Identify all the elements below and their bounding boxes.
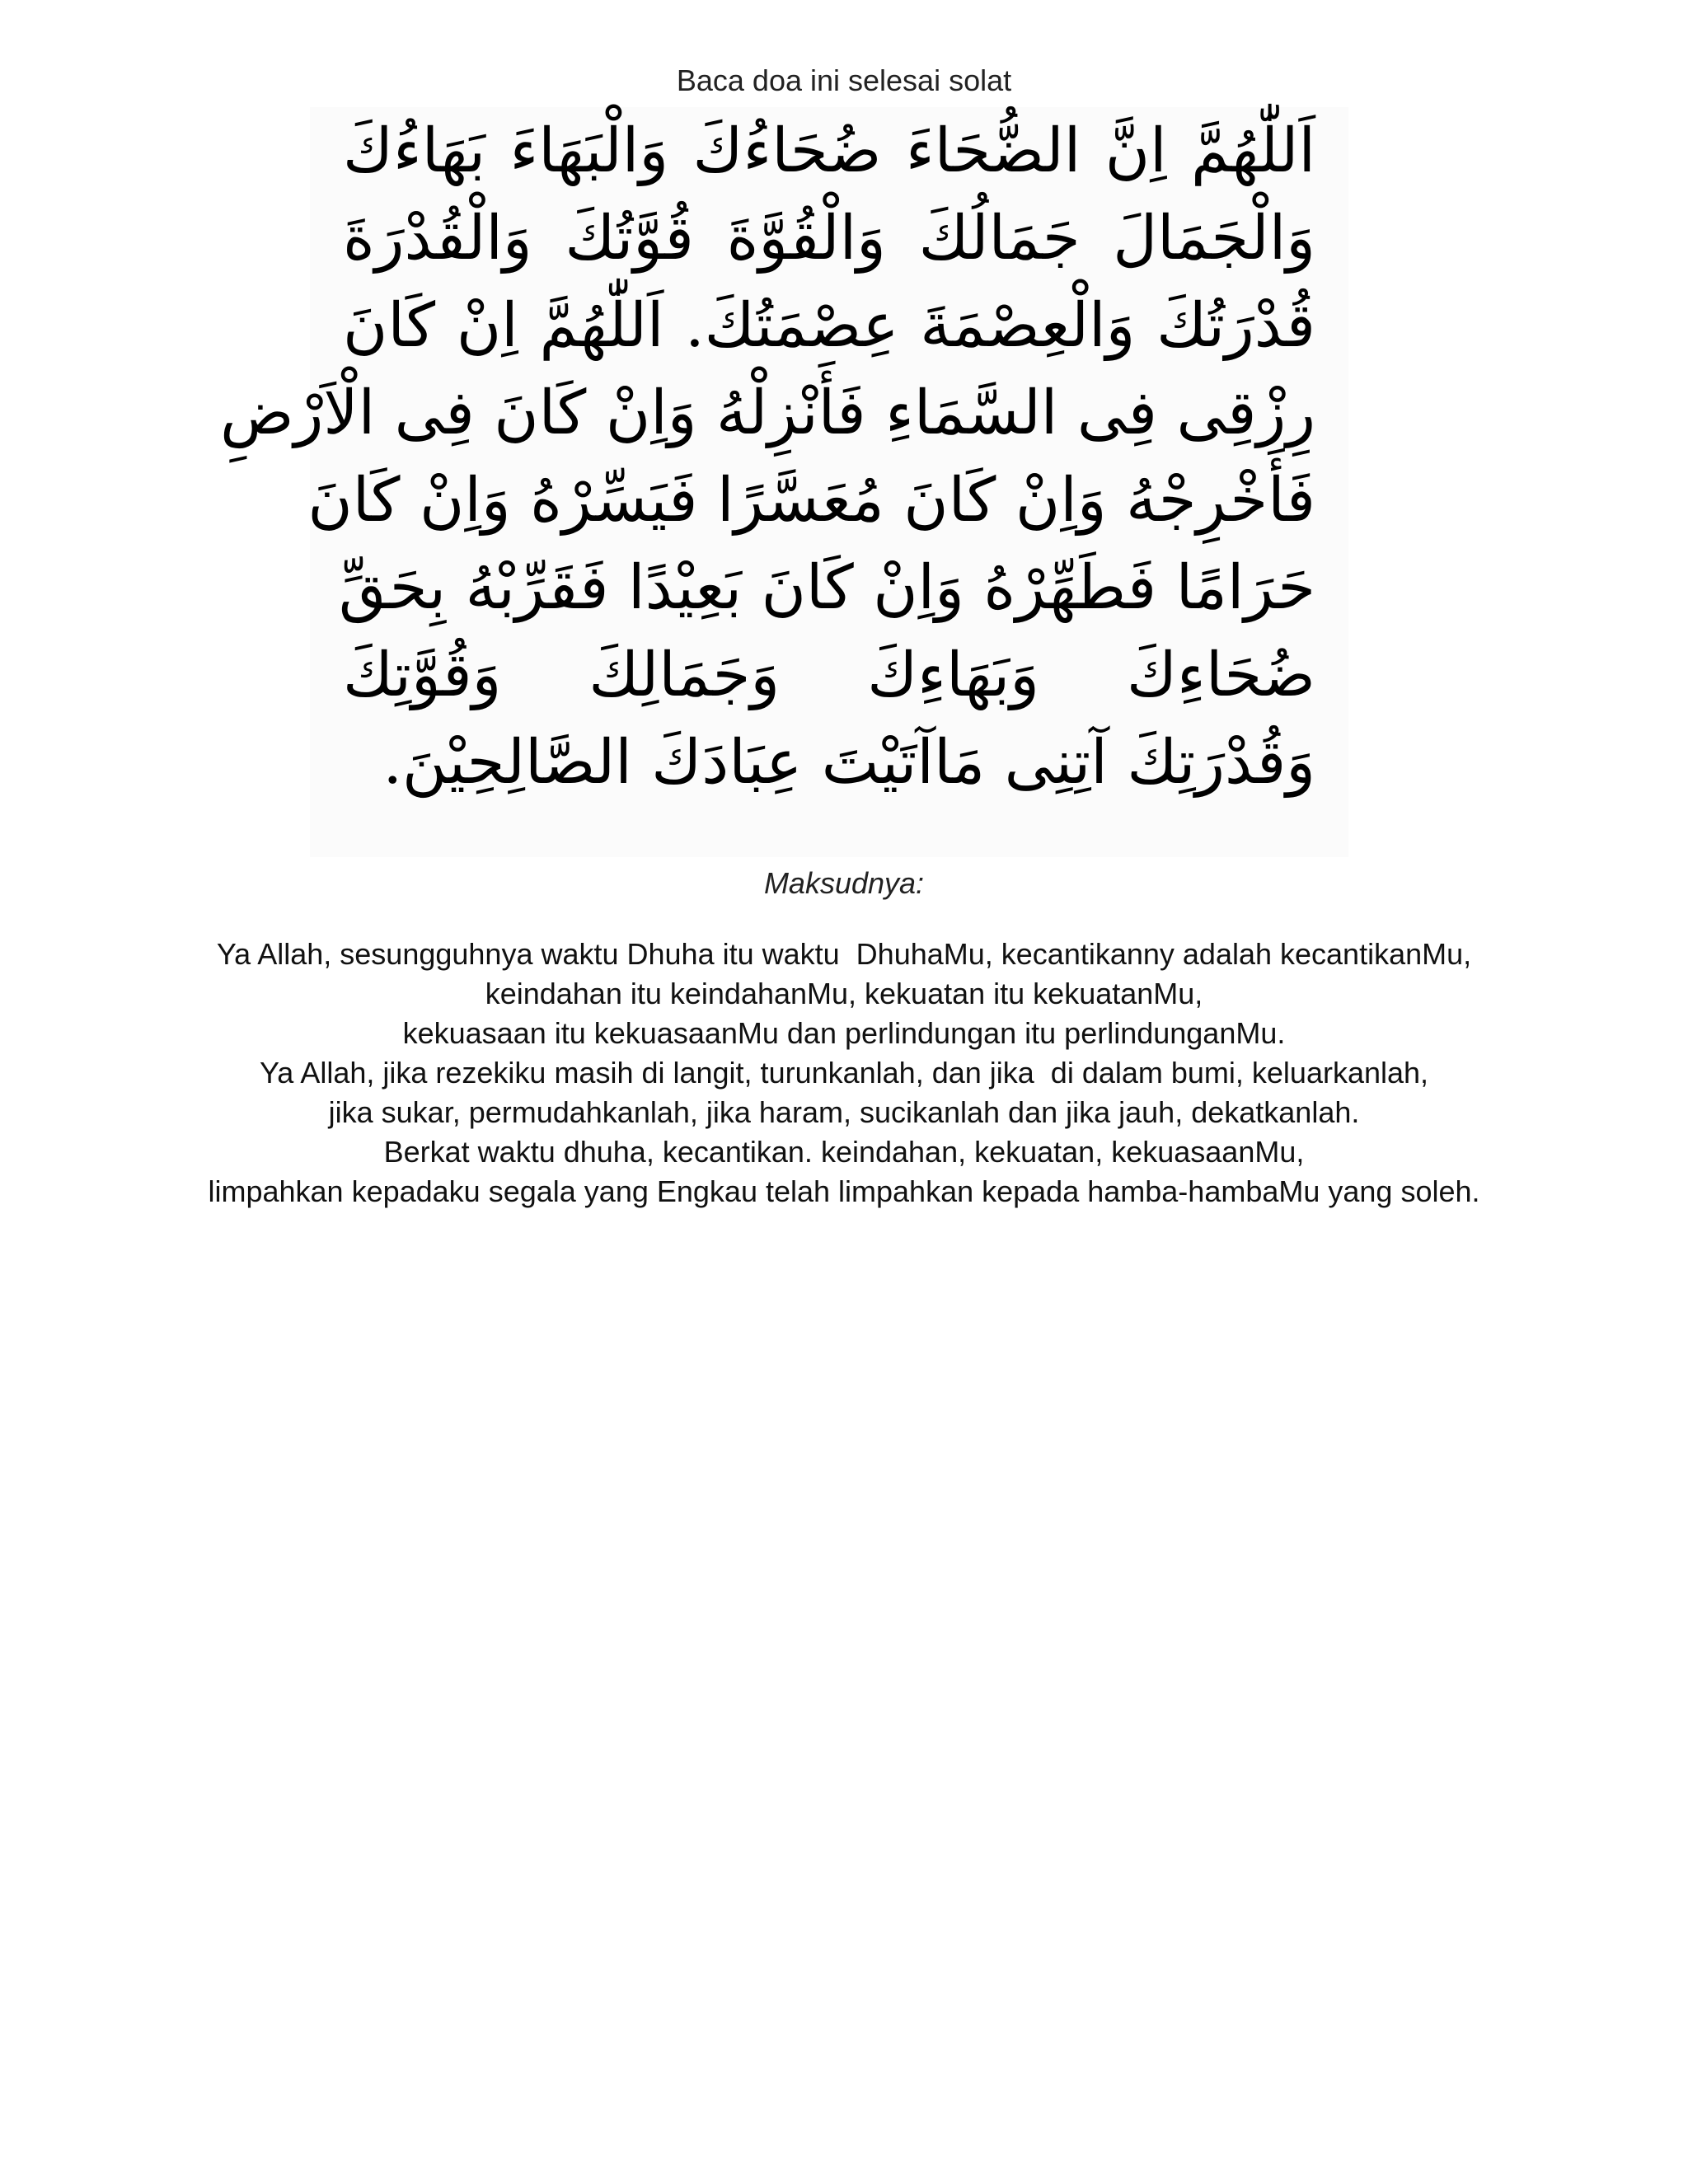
arabic-line: حَرَامًا فَطَهِّرْهُ وَاِنْ كَانَ بَعِيْدًا فَقَرِّبْهُ بِحَقِّ bbox=[338, 552, 1315, 623]
arabic-prayer-text bbox=[220, 107, 1315, 806]
arabic-line: اَللّٰهُمَّ اِنَّ الضُّحَاءَ ضُحَاءُكَ وَالْبَهَاءَ بَهَاءُكَ bbox=[343, 115, 1315, 186]
translation-line: limpahkan kepadaku segala yang Engkau telah limpahkan kepada hamba-hambaMu yang soleh. bbox=[208, 1174, 1480, 1208]
translation-line: keindahan itu keindahanMu, kekuatan itu kekuatanMu, bbox=[485, 977, 1203, 1010]
arabic-line: رِزْقِى فِى السَّمَاءِ فَأَنْزِلْهُ وَاِنْ كَانَ فِى الْاَرْضِ bbox=[220, 377, 1315, 448]
arabic-prayer-image bbox=[220, 107, 1348, 857]
arabic-line: وَالْجَمَالَ جَمَالُكَ وَالْقُوَّةَ قُوَّتُكَ وَالْقُدْرَةَ bbox=[343, 203, 1315, 274]
arabic-line: قُدْرَتُكَ وَالْعِصْمَةَ عِصْمَتُكَ. اَللّٰهُمَّ اِنْ كَانَ bbox=[343, 290, 1315, 361]
translation-line: Ya Allah, sesungguhnya waktu Dhuha itu waktu DhuhaMu, kecantikanny adalah kecantikanMu, bbox=[216, 937, 1472, 971]
page-heading: Baca doa ini selesai solat bbox=[676, 63, 1012, 97]
translation-line: jika sukar, permudahkanlah, jika haram, sucikanlah dan jika jauh, dekatkanlah. bbox=[328, 1095, 1360, 1129]
translation-line: kekuasaan itu kekuasaanMu dan perlindungan itu perlindunganMu. bbox=[402, 1016, 1286, 1050]
translation-line: Ya Allah, jika rezekiku masih di langit, turunkanlah, dan jika di dalam bumi, keluarkanlah, bbox=[259, 1056, 1429, 1090]
arabic-line: وَقُدْرَتِكَ آتِنِى مَاآتَيْتَ عِبَادَكَ الصَّالِحِيْنَ. bbox=[382, 727, 1315, 798]
translation-line: Berkat waktu dhuha, kecantikan. keindahan, kekuatan, kekuasaanMu, bbox=[383, 1135, 1305, 1169]
meaning-label: Maksudnya: bbox=[763, 866, 925, 900]
translation-block bbox=[0, 935, 1688, 1212]
arabic-line: ضُحَاءِكَ وَبَهَاءِكَ وَجَمَالِكَ وَقُوَّتِكَ bbox=[343, 640, 1315, 710]
arabic-line: فَأَخْرِجْهُ وَاِنْ كَانَ مُعَسَّرًا فَيَسِّرْهُ وَاِنْ كَانَ bbox=[307, 465, 1315, 536]
